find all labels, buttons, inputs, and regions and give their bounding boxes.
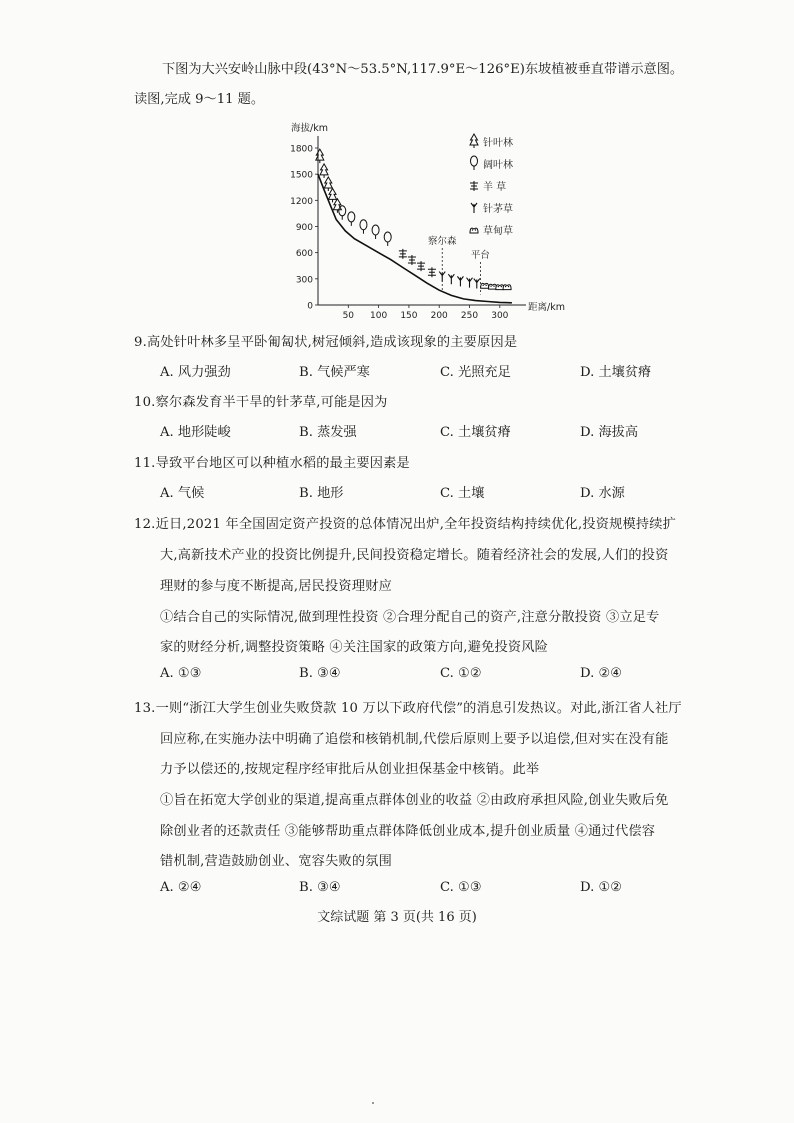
meadow-dot bbox=[485, 285, 486, 286]
vegetation-grass bbox=[428, 267, 436, 277]
x-tick-label: 50 bbox=[342, 311, 355, 321]
vegetation-broadleaf bbox=[372, 225, 379, 239]
vegetation-grass bbox=[417, 261, 425, 271]
broadleaf-icon bbox=[339, 206, 346, 216]
vegetation-needlegrass bbox=[448, 274, 454, 284]
x-tick-label: 150 bbox=[400, 311, 418, 321]
q13-option-b[interactable]: B. ③④ bbox=[299, 880, 341, 895]
vegetation-grass bbox=[408, 255, 416, 265]
legend-label: 针叶林 bbox=[483, 138, 513, 149]
vegetation-conifer bbox=[320, 164, 328, 178]
y-tick-label: 900 bbox=[295, 223, 313, 233]
legend-icon-bush bbox=[470, 228, 478, 233]
grass-icon bbox=[470, 181, 478, 191]
conifer-icon bbox=[320, 164, 328, 178]
vegetation-bush bbox=[481, 283, 489, 288]
q12-line-1: 12.近日,2021 年全国固定资产投资的总体情况出炉,全年投资结构持续优化,投资规模持续扩 bbox=[134, 517, 677, 532]
q12-line-5: 家的财经分析,调整投资策略 ④关注国家的政策方向,避免投资风险 bbox=[160, 640, 549, 655]
terrain-profile-line bbox=[318, 174, 512, 303]
meadow-dot bbox=[490, 285, 491, 286]
q11-option-b[interactable]: B. 地形 bbox=[299, 486, 344, 501]
q13-option-c[interactable]: C. ①③ bbox=[440, 880, 482, 895]
chart-ticks bbox=[290, 145, 509, 322]
x-tick-label: 300 bbox=[491, 311, 509, 321]
meadow-dot bbox=[498, 286, 499, 287]
q10-option-a[interactable]: A. 地形陡峻 bbox=[160, 425, 231, 440]
vegetation-conifer bbox=[329, 188, 337, 202]
grass-icon bbox=[417, 261, 425, 271]
q13-line-6: 错机制,营造鼓励创业、宽容失败的氛围 bbox=[160, 854, 392, 869]
q9-stem: 9.高处针叶林多呈平卧匍匐状,树冠倾斜,造成该现象的主要原因是 bbox=[134, 335, 518, 350]
q13-option-d[interactable]: D. ①② bbox=[580, 880, 623, 895]
vegetation-bush bbox=[496, 285, 504, 290]
meadow-dot bbox=[472, 229, 473, 230]
q13-line-1: 13.一则“浙江大学生创业失败贷款 10 万以下政府代偿”的消息引发热议。对此,浙江省人社厅 bbox=[134, 701, 682, 716]
meadow-dot bbox=[493, 285, 494, 286]
needlegrass-icon bbox=[457, 276, 463, 286]
needlegrass-icon bbox=[471, 203, 477, 213]
vegetation-grass bbox=[399, 249, 407, 259]
conifer-icon bbox=[329, 188, 337, 202]
meadow-dot bbox=[475, 229, 476, 230]
y-tick-label: 1500 bbox=[290, 170, 313, 181]
q10-option-d[interactable]: D. 海拔高 bbox=[580, 425, 639, 440]
q12-line-2: 大,高新技术产业的投资比例提升,民间投资稳定增长。随着经济社会的发展,人们的投资 bbox=[160, 548, 669, 563]
q12-option-c[interactable]: C. ①② bbox=[440, 666, 482, 681]
vegetation-bush bbox=[489, 284, 497, 289]
needlegrass-icon bbox=[474, 279, 480, 289]
vegetation-needlegrass bbox=[474, 279, 480, 289]
q11-option-c[interactable]: C. 土壤 bbox=[440, 486, 485, 501]
broadleaf-icon bbox=[372, 225, 379, 235]
y-tick-label: 0 bbox=[307, 301, 313, 312]
vegetation-bush bbox=[503, 285, 511, 290]
vegetation-conifer bbox=[333, 199, 341, 213]
q9-option-c[interactable]: C. 光照充足 bbox=[440, 365, 511, 380]
annotation-label: 平台 bbox=[470, 250, 490, 261]
q12-option-d[interactable]: D. ②④ bbox=[580, 666, 623, 681]
q11-stem: 11.导致平台地区可以种植水稻的最主要因素是 bbox=[134, 456, 410, 471]
legend-icon-broadleaf bbox=[471, 156, 478, 170]
q13-line-2: 回应称,在实施办法中明确了追偿和核销机制,代偿后原则上要予以追偿,但对实在没有能 bbox=[160, 732, 669, 747]
legend-label: 草甸草 bbox=[483, 226, 513, 237]
meadow-dot bbox=[508, 286, 509, 287]
meadow-grass-icon bbox=[470, 228, 478, 233]
scan-speck bbox=[372, 1102, 374, 1104]
needlegrass-icon bbox=[467, 278, 473, 288]
legend-icon-grass bbox=[470, 181, 478, 191]
grass-icon bbox=[428, 267, 436, 277]
grass-icon bbox=[399, 249, 407, 259]
y-tick-label: 600 bbox=[295, 249, 313, 260]
meadow-dot bbox=[505, 286, 506, 287]
chart-axes bbox=[291, 122, 565, 313]
legend-icon-needlegrass bbox=[471, 203, 477, 213]
y-tick-label: 1800 bbox=[290, 144, 313, 155]
legend-label: 羊 草 bbox=[483, 182, 507, 193]
vegetation-conifer bbox=[324, 177, 332, 191]
broadleaf-icon bbox=[348, 212, 355, 222]
meadow-dot bbox=[501, 286, 502, 287]
broadleaf-icon bbox=[384, 232, 391, 242]
place-annotations bbox=[428, 235, 490, 295]
meadow-grass-icon bbox=[496, 285, 504, 290]
q11-option-d[interactable]: D. 水源 bbox=[580, 486, 625, 501]
vegetation-broadleaf bbox=[384, 232, 391, 246]
vegetation-markers bbox=[316, 149, 511, 290]
legend-label: 针茅草 bbox=[483, 204, 513, 215]
annotation-label: 察尔森 bbox=[427, 236, 457, 247]
q9-option-b[interactable]: B. 气候严寒 bbox=[299, 365, 370, 380]
vegetation-broadleaf bbox=[360, 220, 367, 234]
q11-option-a[interactable]: A. 气候 bbox=[160, 486, 205, 501]
needlegrass-icon bbox=[448, 274, 454, 284]
q9-option-a[interactable]: A. 风力强劲 bbox=[160, 365, 231, 380]
q12-line-3: 理财的参与度不断提高,居民投资理财应 bbox=[160, 579, 392, 594]
x-tick-label: 100 bbox=[370, 311, 388, 321]
x-axis-label: 距离/km bbox=[528, 302, 565, 313]
vegetation-needlegrass bbox=[439, 272, 445, 282]
conifer-icon bbox=[470, 134, 478, 148]
intro-line-2: 读图,完成 9～11 题。 bbox=[134, 92, 265, 107]
q9-option-d[interactable]: D. 土壤贫瘠 bbox=[580, 365, 652, 380]
q13-line-4: ①旨在拓宽大学创业的渠道,提高重点群体创业的收益 ②由政府承担风险,创业失败后免 bbox=[160, 793, 669, 808]
terrain-profile bbox=[318, 174, 512, 303]
q10-option-c[interactable]: C. 土壤贫瘠 bbox=[440, 425, 511, 440]
q12-option-a[interactable]: A. ①③ bbox=[160, 666, 202, 681]
needlegrass-icon bbox=[439, 272, 445, 282]
intro-line-1: 下图为大兴安岭山脉中段(43°N～53.5°N,117.9°E～126°E)东坡植被垂直带谱示意图。 bbox=[162, 62, 684, 77]
chart-legend bbox=[470, 134, 513, 237]
q13-line-3: 力予以偿还的,按规定程序经审批后从创业担保基金中核销。此举 bbox=[160, 762, 540, 777]
conifer-icon bbox=[333, 199, 341, 213]
y-tick-label: 1200 bbox=[290, 196, 313, 207]
conifer-icon bbox=[316, 149, 324, 163]
y-axis-label: 海拔/km bbox=[291, 123, 328, 134]
vegetation-needlegrass bbox=[457, 276, 463, 286]
q10-option-b[interactable]: B. 蒸发强 bbox=[299, 425, 357, 440]
x-tick-label: 250 bbox=[460, 311, 479, 321]
vegetation-needlegrass bbox=[467, 278, 473, 288]
page-footer: 文综试题 第 3 页(共 16 页) bbox=[317, 910, 477, 925]
q10-stem: 10.察尔森发育半干旱的针茅草,可能是因为 bbox=[134, 395, 388, 410]
legend-icon-conifer bbox=[470, 134, 478, 148]
y-tick-label: 300 bbox=[295, 275, 313, 286]
broadleaf-icon bbox=[360, 220, 367, 230]
vegetation-broadleaf bbox=[339, 206, 346, 220]
q12-option-b[interactable]: B. ③④ bbox=[299, 666, 341, 681]
meadow-grass-icon bbox=[489, 284, 497, 289]
meadow-grass-icon bbox=[503, 285, 511, 290]
q13-option-a[interactable]: A. ②④ bbox=[160, 880, 202, 895]
grass-icon bbox=[408, 255, 416, 265]
q13-line-5: 除创业者的还款责任 ③能够帮助重点群体降低创业成本,提升创业质量 ④通过代偿容 bbox=[160, 824, 656, 839]
meadow-grass-icon bbox=[481, 283, 489, 288]
legend-label: 阔叶林 bbox=[483, 160, 513, 171]
conifer-icon bbox=[324, 177, 332, 191]
q12-line-4: ①结合自己的实际情况,做到理性投资 ②合理分配自己的资产,注意分散投资 ③立足专 bbox=[160, 610, 660, 625]
vegetation-conifer bbox=[316, 149, 324, 163]
x-tick-label: 200 bbox=[430, 311, 448, 321]
broadleaf-icon bbox=[471, 156, 478, 166]
vegetation-broadleaf bbox=[348, 212, 355, 226]
meadow-dot bbox=[482, 285, 483, 286]
